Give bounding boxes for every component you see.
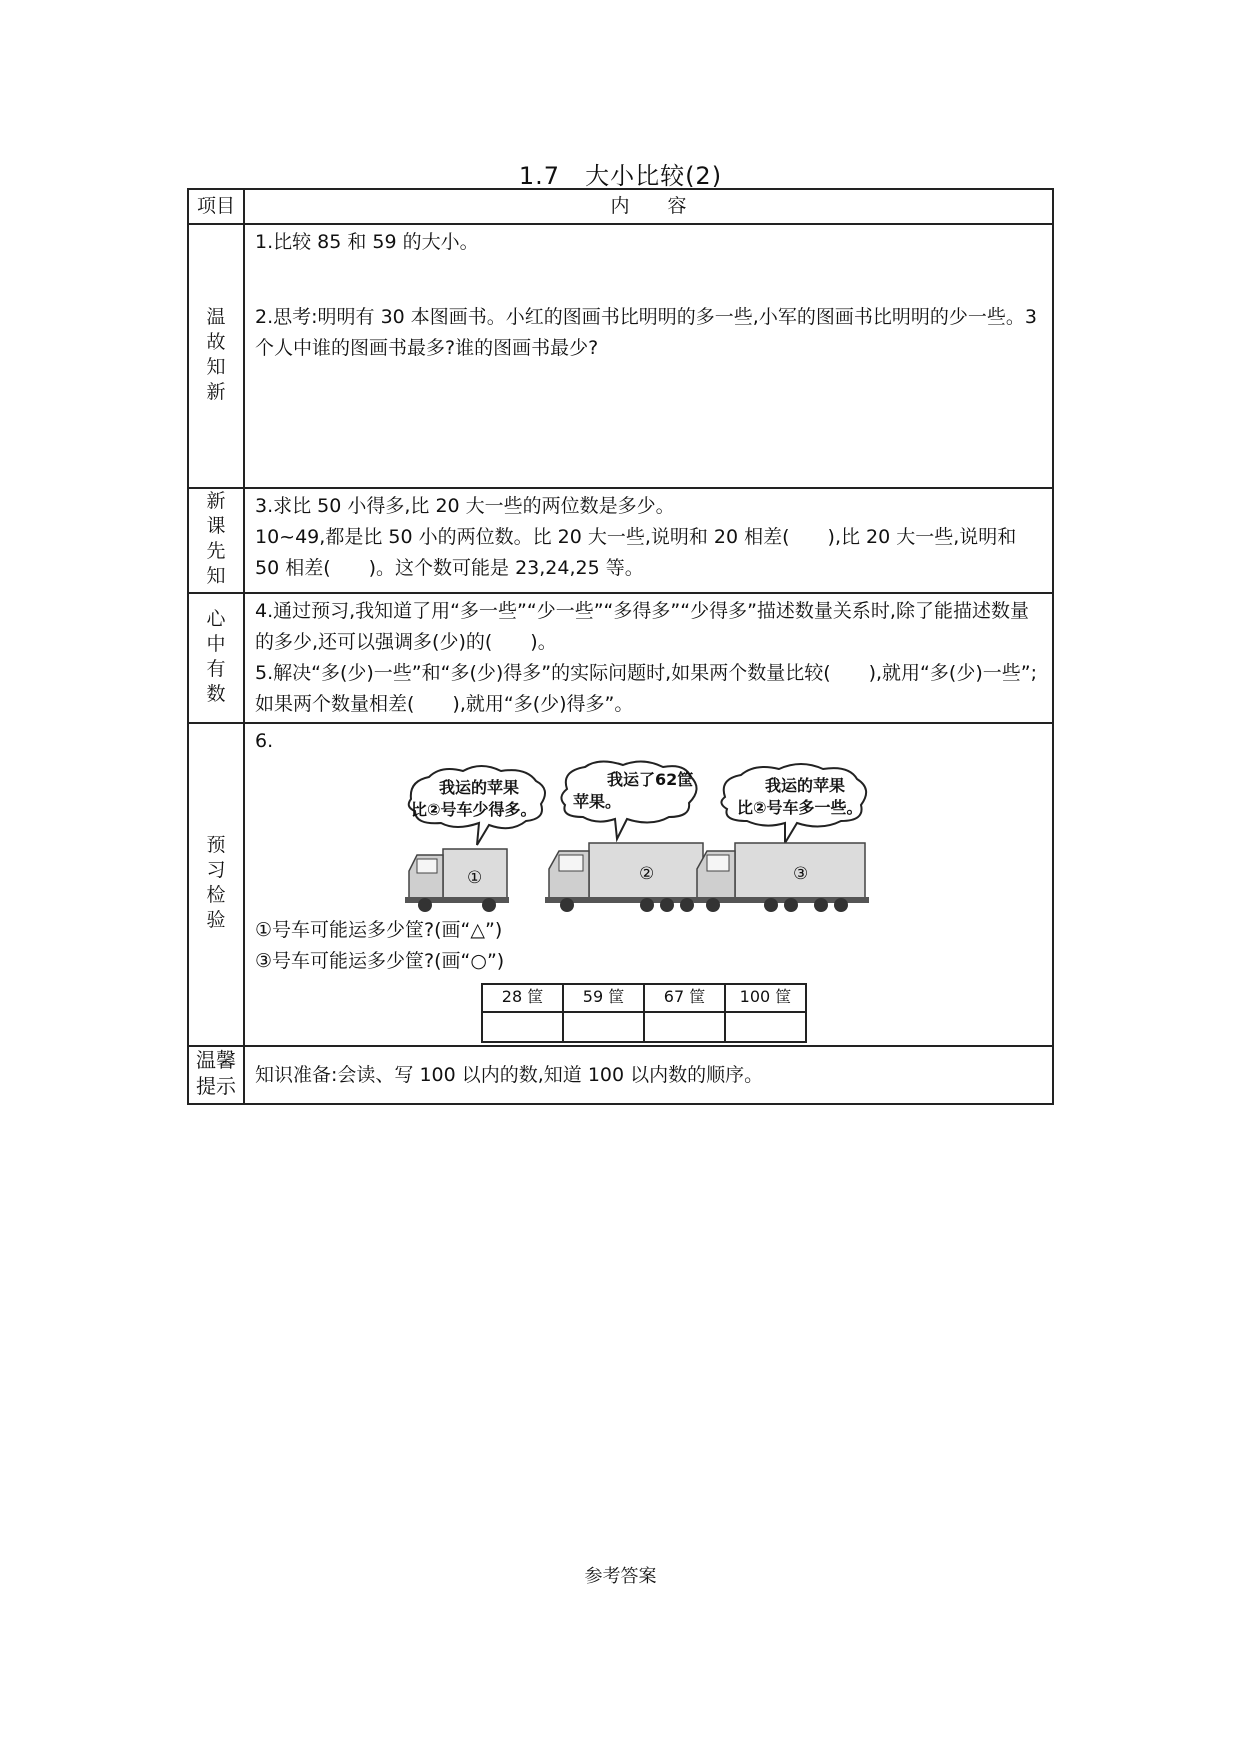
answer-cell[interactable] xyxy=(482,1012,563,1042)
header-item: 项目 xyxy=(188,189,244,224)
truck-3 xyxy=(693,764,869,912)
question-1: 1.比较 85 和 59 的大小。 xyxy=(255,231,479,253)
section-label-preview: 新课先知 xyxy=(206,490,226,587)
option-67: 67 筐 xyxy=(644,984,725,1012)
answer-cell[interactable] xyxy=(644,1012,725,1042)
question-3: 3.求比 50 小得多,比 20 大一些的两位数是多少。 xyxy=(255,495,675,517)
section-review xyxy=(188,224,1053,488)
truck-2-number: ② xyxy=(639,864,655,884)
answer-cell[interactable] xyxy=(563,1012,644,1042)
section-tips xyxy=(188,1046,1053,1104)
bubble-1-line1: 我运的苹果 xyxy=(439,778,520,797)
answer-key-link[interactable]: 参考答案 xyxy=(584,1566,657,1587)
truck-2 xyxy=(545,761,705,912)
section-preview xyxy=(188,488,1053,593)
bubble-3-line2: 比②号车多一些。 xyxy=(737,798,863,817)
section-label-review: 温故知新 xyxy=(206,305,226,403)
section-check xyxy=(188,723,1053,1046)
option-100: 100 筐 xyxy=(725,984,806,1012)
header-content: 内 容 xyxy=(244,189,1053,224)
question-6: 6. xyxy=(255,730,274,752)
options-row xyxy=(482,984,806,1012)
question-5: 5.解决“多(少)一些”和“多(少)得多”的实际问题时,如果两个数量比较( ),就用“多(少)一些”;如果两个数量相差( ),就用“多(少)得多”。 xyxy=(255,662,1037,715)
question-6-ask-2: ③号车可能运多少筐?(画“○”) xyxy=(255,950,505,972)
option-59: 59 筐 xyxy=(563,984,644,1012)
bubble-2-line2: 苹果。 xyxy=(573,792,622,811)
bubble-2-line1: 我运了62筐 xyxy=(607,770,694,789)
options-table xyxy=(481,983,807,1043)
tips-text: 知识准备:会读、写 100 以内的数,知道 100 以内数的顺序。 xyxy=(255,1063,764,1086)
page-title: 1.7 大小比较(2) xyxy=(518,162,723,190)
truck-1 xyxy=(405,766,545,912)
section-mind xyxy=(188,593,1053,723)
question-2: 2.思考:明明有 30 本图画书。小红的图画书比明明的多一些,小军的图画书比明明的少一些。3 个人中谁的图画书最多?谁的图画书最少? xyxy=(255,306,1037,359)
truck-3-number: ③ xyxy=(793,864,809,884)
trucks-illustration xyxy=(401,759,1041,929)
question-6-ask-1: ①号车可能运多少筐?(画“△”) xyxy=(255,919,503,941)
answer-row xyxy=(482,1012,806,1042)
question-3-answer: 10~49,都是比 50 小的两位数。比 20 大一些,说明和 20 相差( ),比 20 大一些,说明和 50 相差( )。这个数可能是 23,24,25 等。 xyxy=(255,526,1017,579)
section-label-check: 预习检验 xyxy=(206,834,226,931)
answer-cell[interactable] xyxy=(725,1012,806,1042)
truck-1-number: ① xyxy=(467,868,483,888)
section-label-mind: 心中有数 xyxy=(206,607,226,705)
table-header-row xyxy=(188,189,1053,224)
question-4: 4.通过预习,我知道了用“多一些”“少一些”“多得多”“少得多”描述数量关系时,除了能描述数量的多少,还可以强调多(少)的( )。 xyxy=(255,600,1029,653)
bubble-1-line2: 比②号车少得多。 xyxy=(411,800,537,819)
bubble-3-line1: 我运的苹果 xyxy=(765,776,846,795)
trucks-figure xyxy=(255,759,1042,929)
worksheet-table xyxy=(187,188,1054,1105)
option-28: 28 筐 xyxy=(482,984,563,1012)
section-label-tips: 温馨提示 xyxy=(196,1048,236,1098)
